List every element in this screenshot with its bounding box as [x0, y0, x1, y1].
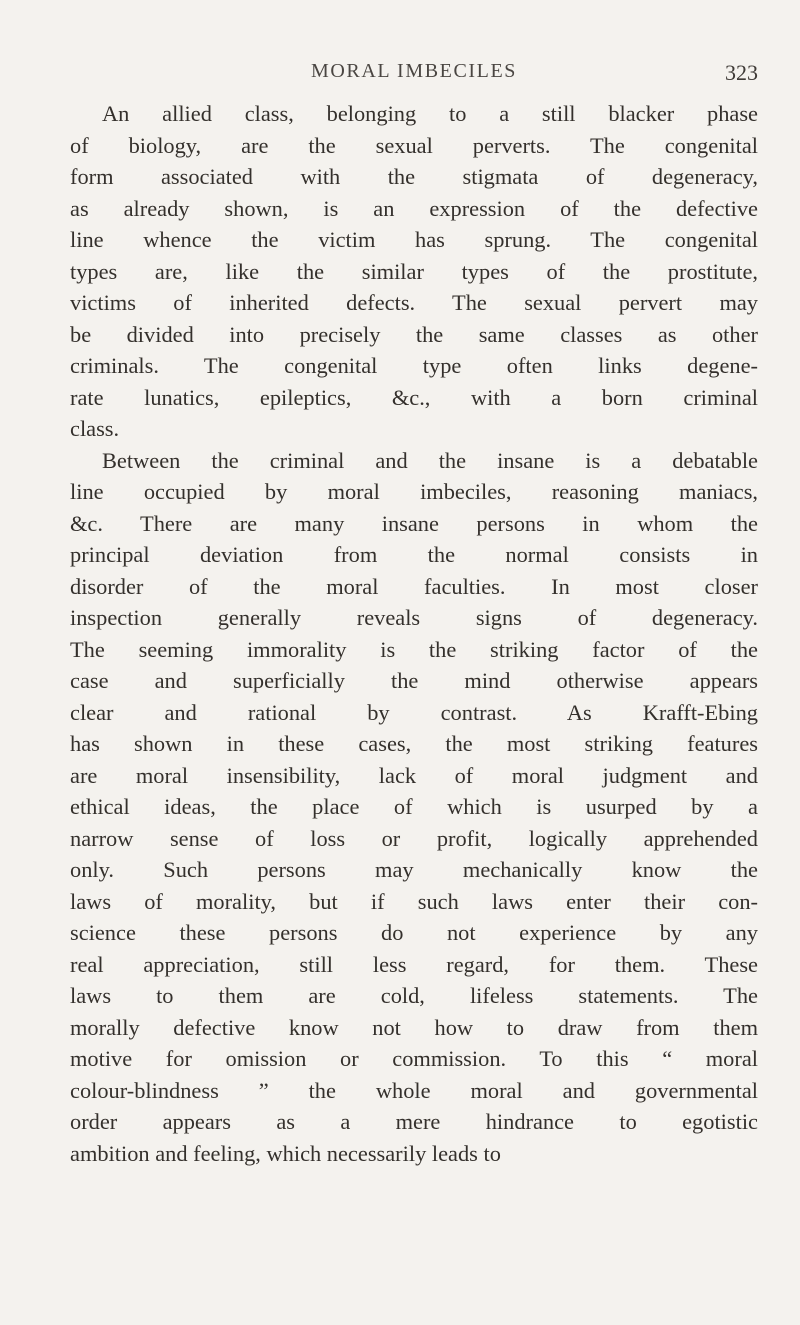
paragraph — [70, 98, 758, 445]
text-line: science these persons do not experience by any — [70, 920, 758, 945]
text-line: form associated with the stigmata of degeneracy, — [70, 164, 758, 189]
text-line: criminals. The congenital type often links degene- — [70, 353, 758, 378]
page-number: 323 — [725, 60, 758, 85]
text-line: rate lunatics, epileptics, &c., with a born criminal — [70, 384, 758, 410]
text-line: are moral insensibility, lack of moral judgment and — [70, 762, 758, 788]
text-line: victims of inherited defects. The sexual pervert may — [70, 290, 758, 315]
text-line: case and superficially the mind otherwise appears — [70, 668, 758, 693]
text-line: narrow sense of loss or profit, logically apprehended — [70, 825, 758, 851]
text-line: has shown in these cases, the most striking features — [70, 731, 758, 756]
text-line: be divided into precisely the same classes as other — [70, 321, 758, 347]
text-line: ambition and feeling, which necessarily leads to — [70, 1140, 501, 1166]
text-line: laws to them are cold, lifeless statements. The — [70, 983, 758, 1008]
text-line: class. — [70, 416, 120, 441]
text-line: line occupied by moral imbeciles, reasoning maniacs, — [70, 479, 758, 504]
running-head — [70, 60, 758, 90]
text-line: line whence the victim has sprung. The congenital — [70, 227, 758, 252]
text-line: Between the criminal and the insane is a debatable — [102, 447, 758, 473]
text-line: &c. There are many insane persons in whom the — [70, 510, 758, 536]
text-line: of biology, are the sexual perverts. The congenital — [70, 132, 758, 158]
text-line: inspection generally reveals signs of degeneracy. — [70, 605, 758, 630]
text-line: types are, like the similar types of the prostitute, — [70, 258, 758, 284]
text-line: laws of morality, but if such laws enter their con- — [70, 888, 758, 914]
text-line: clear and rational by contrast. As Krafft-Ebing — [70, 699, 758, 725]
running-title: MORAL IMBECILES — [310, 60, 518, 82]
text-line: The seeming immorality is the striking factor of the — [70, 636, 758, 662]
text-line: as already shown, is an expression of the defective — [70, 195, 758, 221]
text-line: order appears as a mere hindrance to egotistic — [70, 1109, 758, 1134]
text-line: morally defective know not how to draw from them — [70, 1014, 758, 1040]
text-line: principal deviation from the normal consists in — [70, 542, 758, 567]
text-line: ethical ideas, the place of which is usurped by a — [70, 794, 758, 819]
body-text — [70, 98, 758, 1169]
paragraph — [70, 445, 758, 1170]
text-line: real appreciation, still less regard, for them. These — [70, 951, 758, 977]
text-line: An allied class, belonging to a still blacker phase — [102, 101, 758, 126]
text-line: only. Such persons may mechanically know the — [70, 857, 758, 882]
text-line: disorder of the moral faculties. In most closer — [70, 573, 758, 599]
text-line: motive for omission or commission. To this “ moral — [70, 1046, 758, 1071]
text-line: colour-blindness ” the whole moral and governmental — [70, 1077, 758, 1103]
